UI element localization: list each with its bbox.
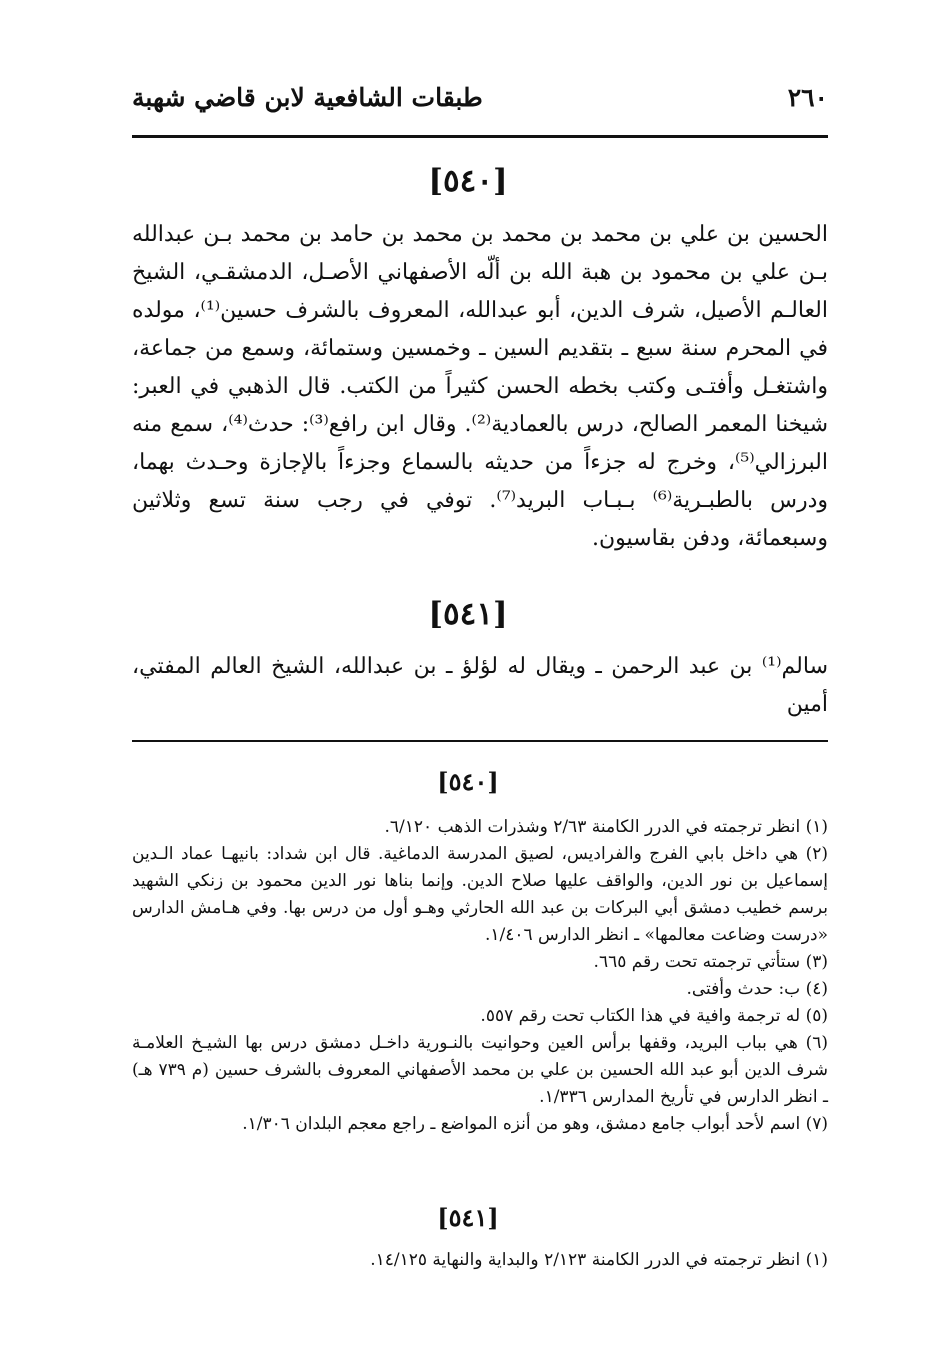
header-rule bbox=[132, 135, 828, 138]
entry-number-541: [٥٤١] bbox=[428, 596, 508, 632]
entry-number-540: [٥٤٠] bbox=[428, 163, 508, 199]
running-title: طبقات الشافعية لابن قاضي شهبة bbox=[132, 83, 483, 112]
footnote-item: (١) انظر ترجمته في الدرر الكامنة ٢/٦٣ وشذرات الذهب ٦/١٢٠. bbox=[384, 817, 828, 837]
footnote-item: (٢) هي داخل بابي الفرج والفراديس، لصيق المدرسة الدماغية. قال ابن شداد: بانيهـا عماد الـدين إسماعيل بن نور الدين، والواقف عليها صلاح الدين. وإنما بناها نور الدين محمود بن زنكي الشهيد برسم خطيب دمشق أبي البركات بن عبد الله الحارثي وهـو أول من درس بها. وفي هـامش الدارس «درست وضاعت معالمها» ـ انظر الدارس ١/٤٠٦. bbox=[132, 844, 828, 945]
footnote-entry-number-541: [٥٤١] bbox=[437, 1203, 499, 1232]
footnote-item: (٦) هي بباب البريد، وقفها برأس العين وحوانيت بالنـورية داخـل دمشق درس بها الشيـخ العلامـة شرف الدين أبو عبد الله الحسين بن علي بن محمد الأصفهاني المعروف بالشرف حسين (م ٧٣٩ هـ) ـ انظر الدارس في تأريخ المدارس ١/٣٣٦. bbox=[132, 1033, 829, 1107]
footnote-list-541 bbox=[132, 1247, 828, 1287]
page-number: ٢٦٠ bbox=[787, 83, 828, 112]
footnote-list-540 bbox=[132, 814, 828, 1194]
footnote-item: (٧) اسم لأحد أبواب جامع دمشق، وهو من أنزه المواضع ـ راجع معجم البلدان ١/٣٠٦. bbox=[242, 1114, 828, 1134]
footnote-item: (٤) ب: حدث وأفتى. bbox=[686, 979, 828, 999]
entry-text-541: سالم⁽¹⁾ بن عبد الرحمن ـ ويقال له لؤلؤ ـ بن عبدالله، الشيخ العالم المفتي، أمين bbox=[132, 654, 829, 717]
entry-text-540: الحسين بن علي بن محمد بن محمد بن محمد بن حامد بن محمد بـن عبدالله بـن علي بن محمود بن هبة الله بن ألّه الأصفهاني الأصـل، الدمشقـي، الشيخ العالـم الأصيل، شرف الدين، أبو عبدالله، المعروف بالشرف حسين⁽¹⁾، مولده في المحرم سنة سبع ـ بتقديم السين ـ وخمسين وستمائة، وسمع من جماعة، واشتغـل وأفتـى وكتب بخطه الحسن كثيراً من الكتب. قال الذهبي في العبر: شيخنا المعمر الصالح، درس بالعمادية⁽²⁾. وقال ابن رافع⁽³⁾: حدث⁽⁴⁾، سمع منه البرزالي⁽⁵⁾، وخرج له جزءاً من حديثه بالسماع وجزءاً بالإجازة وحـدث بهما، ودرس بالطبـرية⁽⁶⁾ بـبـاب البريد⁽⁷⁾. توفي في رجب سنة تسع وثلاثين وسبعمائة، ودفن بقاسيون. bbox=[132, 222, 829, 551]
footnote-rule bbox=[132, 740, 828, 742]
footnote-entry-number-540: [٥٤٠] bbox=[437, 767, 499, 796]
page-header bbox=[132, 83, 828, 123]
footnote-item: (١) انظر ترجمته في الدرر الكامنة ٢/١٢٣ والبداية والنهاية ١٤/١٢٥. bbox=[370, 1250, 828, 1270]
footnote-item: (٣) ستأتي ترجمته تحت رقم ٦٦٥. bbox=[593, 952, 828, 972]
footnote-item: (٥) له ترجمة وافية في هذا الكتاب تحت رقم ٥٥٧. bbox=[480, 1006, 828, 1026]
